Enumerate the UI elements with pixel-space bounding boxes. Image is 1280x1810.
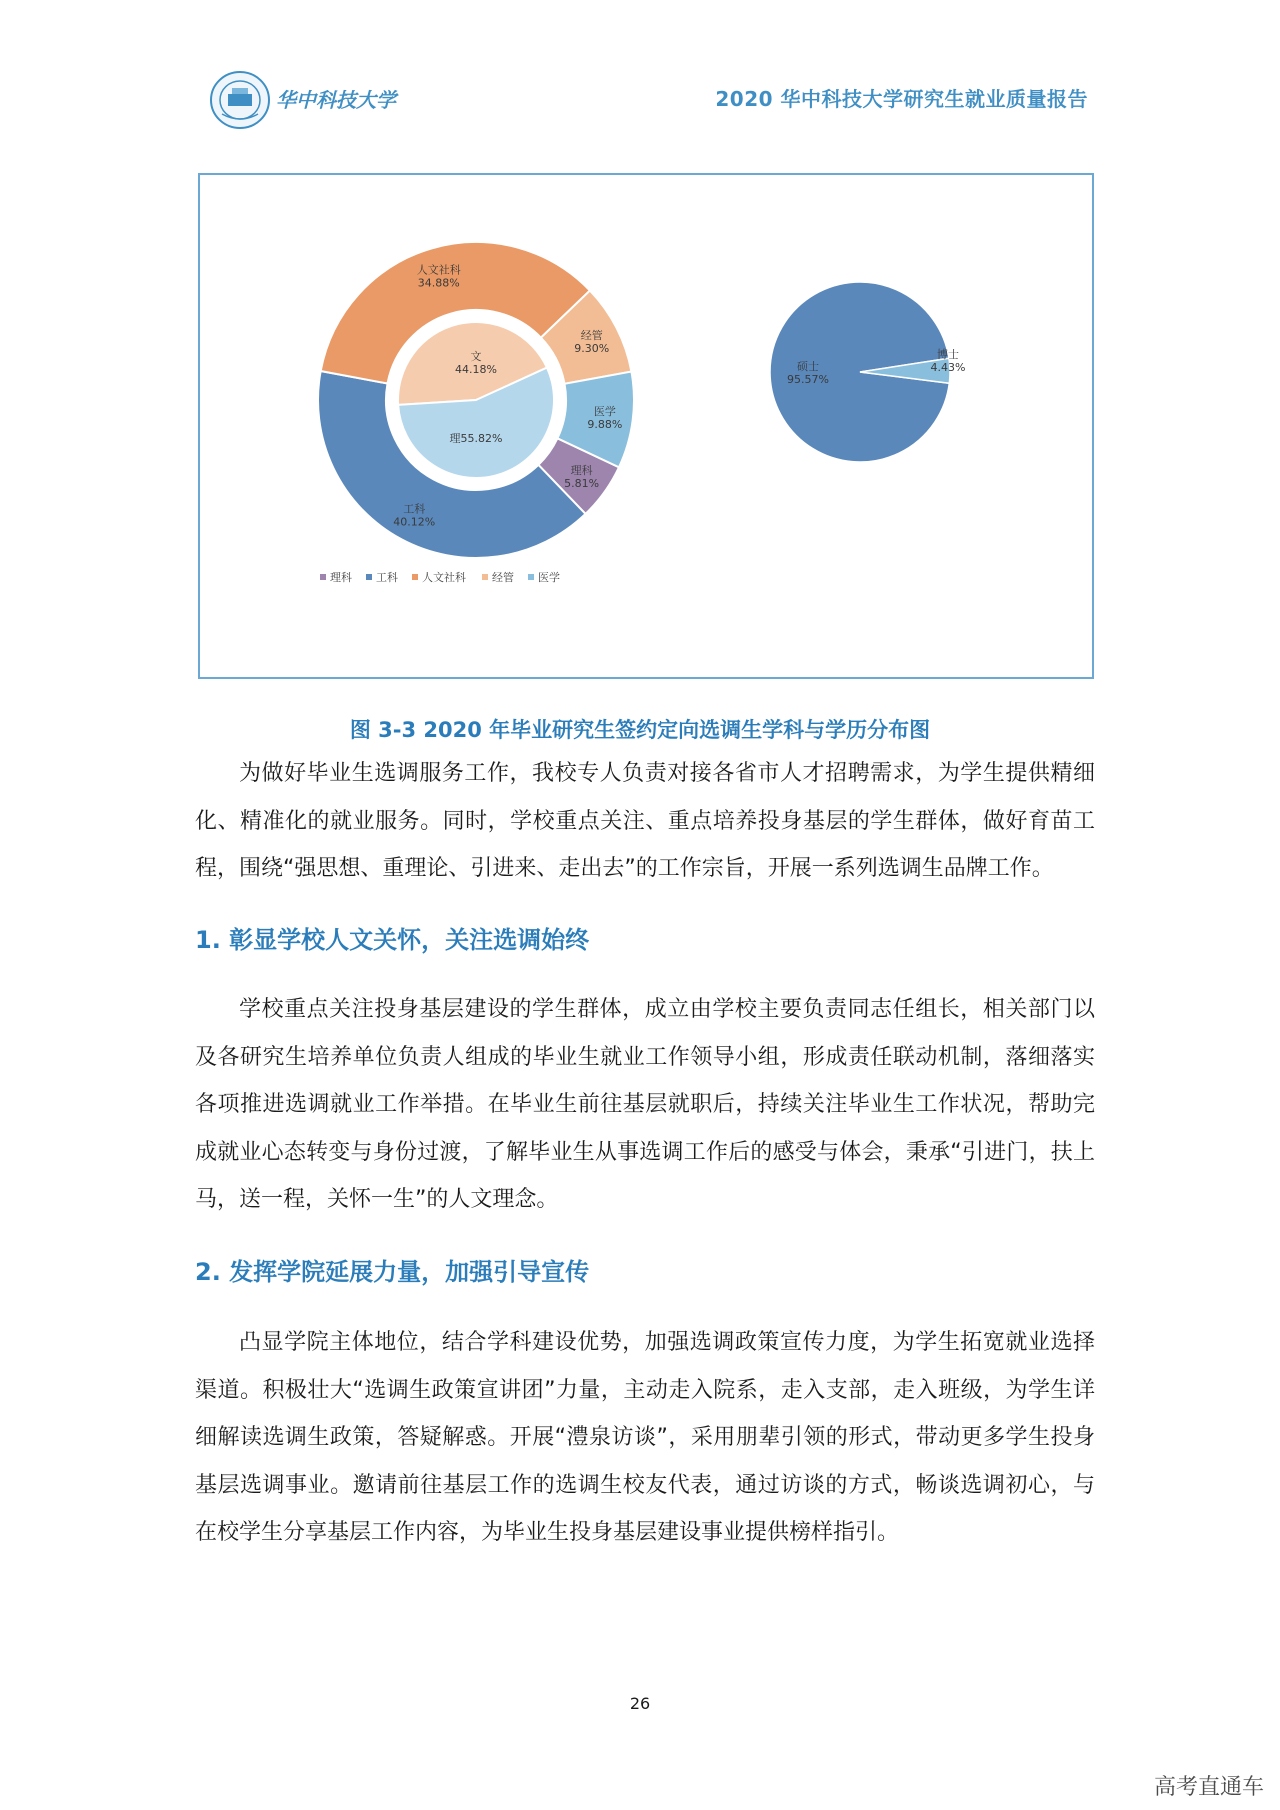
chart-panel [198, 173, 1094, 679]
legend-swatch-2 [412, 574, 418, 580]
university-logo [208, 70, 396, 130]
pie2-label-phd: 博士 4.43% [930, 348, 966, 374]
figure-caption: 图 3-3 2020 年毕业研究生签约定向选调生学科与学历分布图 [349, 718, 931, 742]
section-2-body: 凸显学院主体地位，结合学科建设优势，加强选调政策宣传力度，为学生拓宽就业选择渠道。积极壮大“选调生政策宣讲团”力量，主动走入院系，走入支部，走入班级，为学生详细解读选调生政策，答疑解惑。开展“澧泉访谈”，采用朋辈引领的形式，带动更多学生投身基层选调事业。邀请前往基层工作的选调生校友代表，通过访谈的方式，畅谈选调初心，与在校学生分享基层工作内容，为毕业生投身基层建设事业提供榜样指引。 [195, 1330, 1095, 1545]
inner-label-li: 理55.82% [449, 432, 503, 445]
page-number: 26 [629, 1694, 651, 1713]
inner-label-wen: 文 44.18% [455, 350, 497, 376]
section-1-heading: 1. 彰显学校人文关怀，关注选调始终 [195, 926, 590, 954]
charts-svg [200, 175, 1096, 681]
legend-swatch-3 [482, 574, 488, 580]
legend-label-2: 人文社科 [422, 571, 466, 584]
legend-label-4: 医学 [538, 571, 560, 584]
legend-label-1: 工科 [376, 571, 398, 584]
legend-swatch-0 [320, 574, 326, 580]
pie2-label-master: 硕士 95.57% [787, 360, 829, 386]
section-2-heading: 2. 发挥学院延展力量，加强引导宣传 [195, 1258, 590, 1286]
report-title: 2020 华中科技大学研究生就业质量报告 [715, 87, 1088, 111]
donut-label-2: 人文社科 34.88% [416, 263, 461, 290]
section-1-body: 学校重点关注投身基层建设的学生群体，成立由学校主要负责同志任组长，相关部门以及各研究生培养单位负责人组成的毕业生就业工作领导小组，形成责任联动机制，落细落实各项推进选调就业工作举措。在毕业生前往基层就职后，持续关注毕业生工作状况，帮助完成就业心态转变与身份过渡，了解毕业生从事选调工作后的感受与体会，秉承“引进门，扶上马，送一程，关怀一生”的人文理念。 [195, 997, 1095, 1212]
intro-paragraph: 为做好毕业生选调服务工作，我校专人负责对接各省市人才招聘需求，为学生提供精细化、精准化的就业服务。同时，学校重点关注、重点培养投身基层的学生群体，做好育苗工程，围绕“强思想、重理论、引进来、走出去”的工作宗旨，开展一系列选调生品牌工作。 [195, 761, 1095, 881]
legend-swatch-4 [528, 574, 534, 580]
legend-label-3: 经管 [492, 571, 514, 584]
legend-label-0: 理科 [330, 571, 352, 584]
watermark: 高考直通车 [1153, 1775, 1264, 1800]
donut-label-0: 理科 5.81% [564, 463, 600, 490]
donut-label-1: 工科 40.12% [393, 502, 436, 529]
logo-wordmark: 华中科技大学 [276, 88, 396, 112]
legend-swatch-1 [366, 574, 372, 580]
donut-label-3: 经管 9.30% [574, 328, 610, 355]
donut-label-4: 医学 9.88% [587, 404, 623, 431]
